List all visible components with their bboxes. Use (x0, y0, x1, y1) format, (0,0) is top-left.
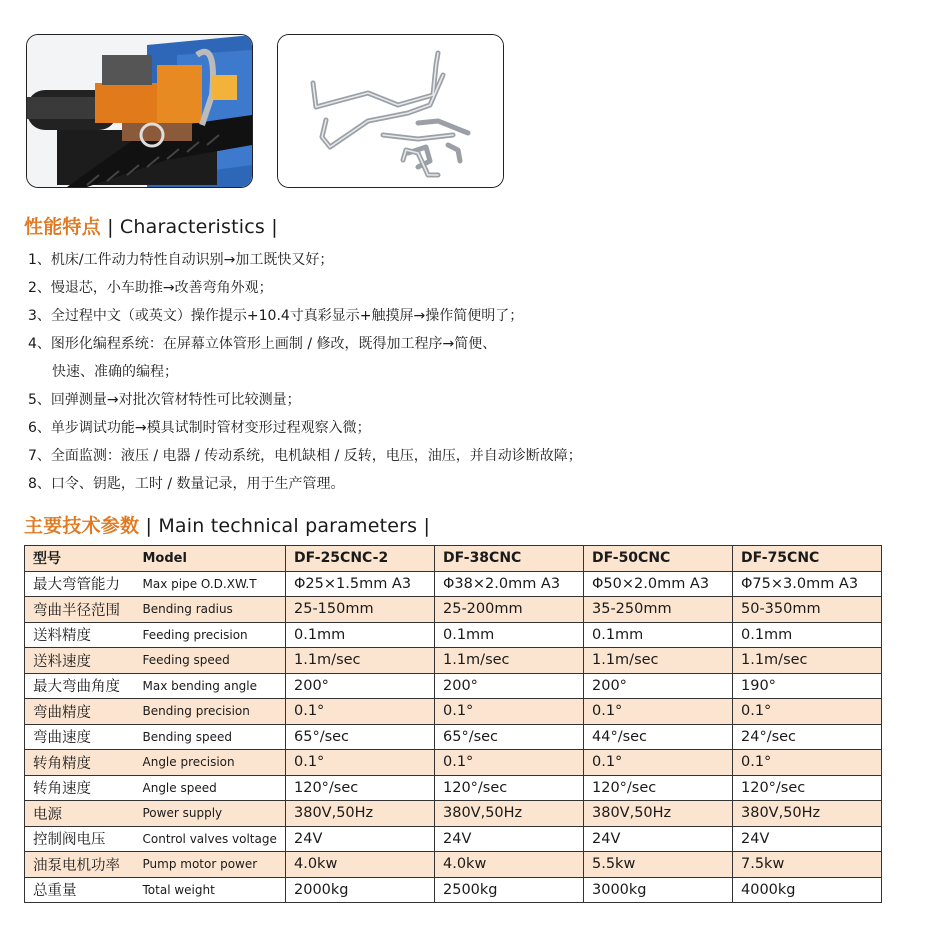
table-cell: 24V (435, 826, 584, 852)
table-cell: 0.1° (733, 750, 882, 776)
table-row (25, 699, 882, 725)
title-separator: | (145, 515, 153, 537)
header-model-name: DF-25CNC-2 (286, 546, 435, 572)
table-row (25, 775, 882, 801)
parameters-title (24, 511, 430, 538)
table-cell: 380V,50Hz (584, 801, 733, 827)
table-cell: 1.1m/sec (286, 648, 435, 674)
table-cell: 2500kg (435, 877, 584, 903)
table-cell: 0.1° (435, 750, 584, 776)
row-label-cn: 最大弯管能力 (25, 571, 137, 597)
row-label-en: Pump motor power (137, 852, 286, 878)
table-cell: 120°/sec (286, 775, 435, 801)
table-cell: 7.5kw (733, 852, 882, 878)
table-cell: 380V,50Hz (286, 801, 435, 827)
table-row (25, 801, 882, 827)
table-cell: 24°/sec (733, 724, 882, 750)
table-cell: 120°/sec (584, 775, 733, 801)
table-cell: 190° (733, 673, 882, 699)
header-model-name: DF-50CNC (584, 546, 733, 572)
table-cell: Φ50×2.0mm A3 (584, 571, 733, 597)
list-item: 2、慢退芯，小车助推→改善弯角外观； (28, 280, 273, 296)
row-label-en: Feeding speed (137, 648, 286, 674)
table-cell: 200° (286, 673, 435, 699)
table-row (25, 597, 882, 623)
list-item: 4、图形化编程系统：在屏幕立体管形上画制 / 修改，既得加工程序→简便、 (28, 336, 497, 352)
table-cell: 0.1° (584, 750, 733, 776)
row-label-cn: 转角速度 (25, 775, 137, 801)
list-item: 3、全过程中文（或英文）操作提示+10.4寸真彩显示+触摸屏→操作简便明了； (28, 308, 524, 324)
table-cell: Φ75×3.0mm A3 (733, 571, 882, 597)
characteristics-title-en: Characteristics (119, 216, 265, 238)
row-label-en: Bending precision (137, 699, 286, 725)
table-cell: 24V (584, 826, 733, 852)
machine-photo (26, 34, 253, 188)
row-label-en: Control valves voltage (137, 826, 286, 852)
row-label-en: Max pipe O.D.XW.T (137, 571, 286, 597)
table-row (25, 673, 882, 699)
table-cell: 35-250mm (584, 597, 733, 623)
table-cell: 25-150mm (286, 597, 435, 623)
row-label-en: Max bending angle (137, 673, 286, 699)
parameters-table (24, 545, 882, 903)
title-trailing-bar: | (423, 515, 431, 537)
row-label-cn: 送料速度 (25, 648, 137, 674)
characteristics-title-cn: 性能特点 (24, 216, 101, 238)
table-row (25, 877, 882, 903)
table-cell: 2000kg (286, 877, 435, 903)
header-model-cn: 型号 (25, 546, 137, 572)
list-item: 6、单步调试功能→模具试制时管材变形过程观察入微； (28, 420, 371, 436)
header-model-en: Model (137, 546, 286, 572)
table-cell: 24V (286, 826, 435, 852)
table-cell: 1.1m/sec (435, 648, 584, 674)
table-cell: 120°/sec (733, 775, 882, 801)
header-model-name: DF-75CNC (733, 546, 882, 572)
header-model-name: DF-38CNC (435, 546, 584, 572)
row-label-en: Angle precision (137, 750, 286, 776)
tube-samples-photo (277, 34, 504, 188)
table-row (25, 750, 882, 776)
row-label-cn: 电源 (25, 801, 137, 827)
row-label-cn: 弯曲速度 (25, 724, 137, 750)
table-cell: 0.1° (435, 699, 584, 725)
row-label-cn: 油泵电机功率 (25, 852, 137, 878)
table-cell: 25-200mm (435, 597, 584, 623)
table-header-row (25, 546, 882, 572)
row-label-en: Angle speed (137, 775, 286, 801)
row-label-en: Bending speed (137, 724, 286, 750)
table-cell: 44°/sec (584, 724, 733, 750)
table-row (25, 648, 882, 674)
table-cell: 0.1mm (584, 622, 733, 648)
table-cell: 380V,50Hz (435, 801, 584, 827)
row-label-en: Total weight (137, 877, 286, 903)
table-cell: 200° (435, 673, 584, 699)
table-cell: 0.1mm (435, 622, 584, 648)
table-cell: Φ25×1.5mm A3 (286, 571, 435, 597)
pipe-bending-machine-illustration (27, 35, 252, 187)
table-cell: 0.1° (286, 750, 435, 776)
table-cell: 0.1° (584, 699, 733, 725)
table-cell: 1.1m/sec (584, 648, 733, 674)
parameters-title-en: Main technical parameters (158, 515, 418, 537)
table-cell: 65°/sec (435, 724, 584, 750)
list-item: 1、机床/工件动力特性自动识别→加工既快又好； (28, 252, 334, 268)
characteristics-title (24, 212, 278, 239)
bent-tubes-illustration (278, 35, 503, 187)
table-cell: 0.1° (286, 699, 435, 725)
table-cell: 65°/sec (286, 724, 435, 750)
table-row (25, 622, 882, 648)
table-cell: 200° (584, 673, 733, 699)
list-item-continuation: 快速、准确的编程； (52, 364, 178, 380)
row-label-cn: 控制阀电压 (25, 826, 137, 852)
table-cell: 1.1m/sec (733, 648, 882, 674)
row-label-cn: 总重量 (25, 877, 137, 903)
row-label-en: Power supply (137, 801, 286, 827)
table-cell: 50-350mm (733, 597, 882, 623)
table-cell: 4.0kw (286, 852, 435, 878)
table-cell: 24V (733, 826, 882, 852)
row-label-cn: 送料精度 (25, 622, 137, 648)
table-row (25, 826, 882, 852)
characteristics-list (28, 246, 582, 498)
row-label-cn: 弯曲精度 (25, 699, 137, 725)
table-cell: 0.1mm (733, 622, 882, 648)
title-trailing-bar: | (271, 216, 278, 238)
row-label-cn: 最大弯曲角度 (25, 673, 137, 699)
table-row (25, 571, 882, 597)
row-label-en: Bending radius (137, 597, 286, 623)
title-separator: | (107, 216, 114, 238)
row-label-en: Feeding precision (137, 622, 286, 648)
table-cell: 3000kg (584, 877, 733, 903)
table-cell: 120°/sec (435, 775, 584, 801)
table-cell: Φ38×2.0mm A3 (435, 571, 584, 597)
table-row (25, 852, 882, 878)
table-cell: 0.1mm (286, 622, 435, 648)
table-cell: 4.0kw (435, 852, 584, 878)
parameters-title-cn: 主要技术参数 (24, 515, 140, 537)
list-item: 7、全面监测：液压 / 电器 / 传动系统，电机缺相 / 反转，电压，油压，并自动诊断故障； (28, 448, 582, 464)
table-cell: 380V,50Hz (733, 801, 882, 827)
table-row (25, 724, 882, 750)
list-item: 8、口令、钥匙，工时 / 数量记录，用于生产管理。 (28, 476, 345, 492)
table-cell: 0.1° (733, 699, 882, 725)
table-cell: 4000kg (733, 877, 882, 903)
list-item: 5、回弹测量→对批次管材特性可比较测量； (28, 392, 301, 408)
table-cell: 5.5kw (584, 852, 733, 878)
row-label-cn: 弯曲半径范围 (25, 597, 137, 623)
row-label-cn: 转角精度 (25, 750, 137, 776)
